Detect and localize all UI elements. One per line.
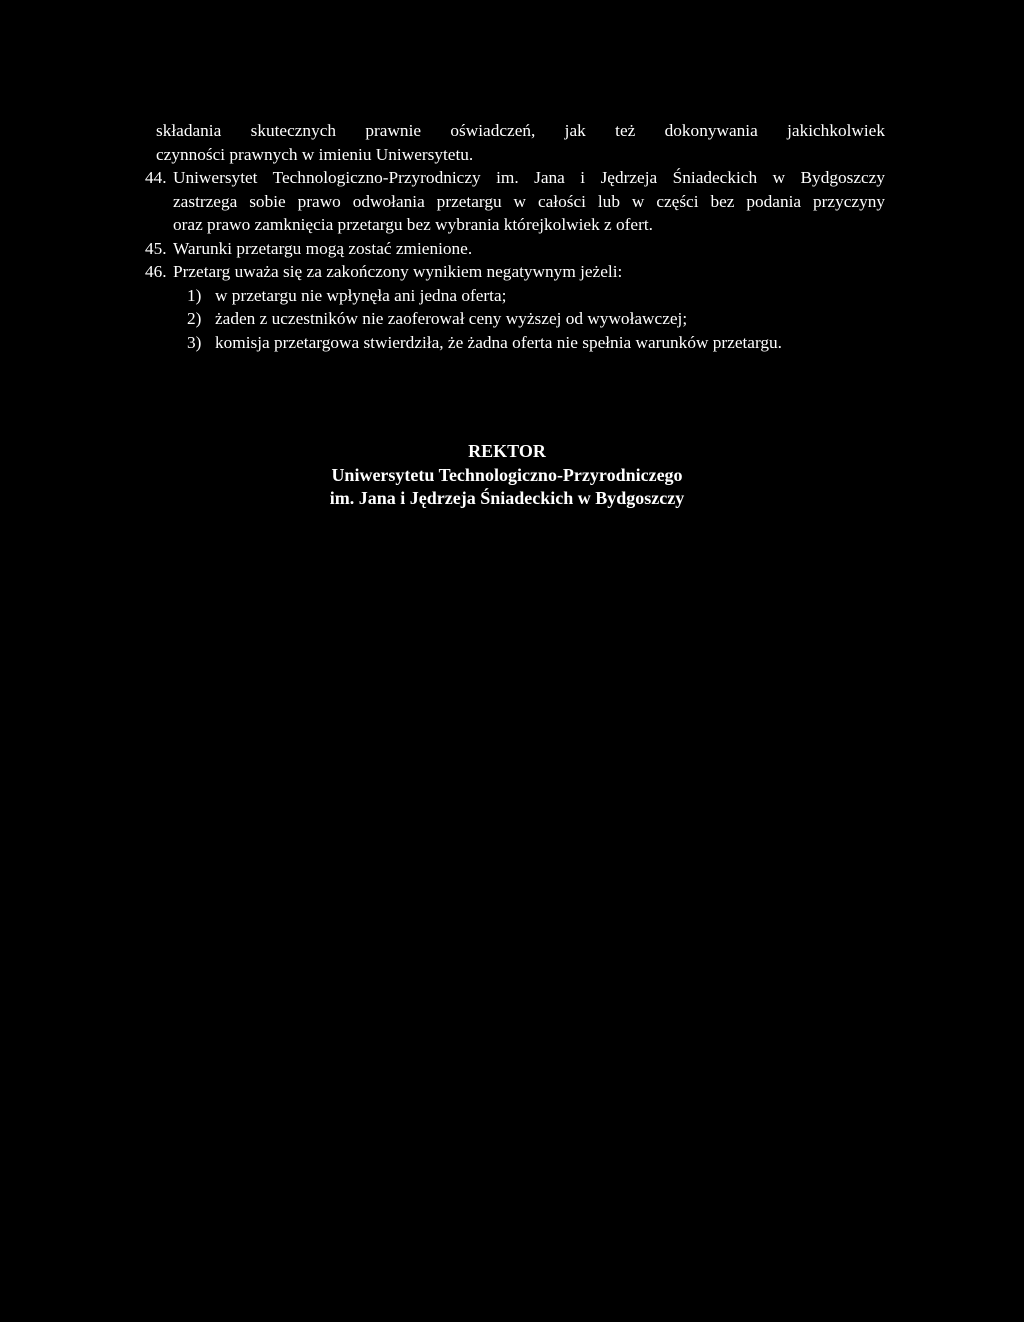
paragraph-44-line-1: Uniwersytet Technologiczno-Przyrodniczy im. Jana i Jędrzeja Śniadeckich w Bydgoszczy bbox=[173, 168, 885, 187]
paragraph-46 bbox=[145, 260, 885, 284]
paragraph-44-line-3: oraz prawo zamknięcia przetargu bez wybrania którejkolwiek z ofert. bbox=[173, 215, 653, 234]
list-marker: 1) bbox=[187, 285, 202, 305]
list-marker: 3) bbox=[187, 332, 202, 352]
paragraph-number: 45. bbox=[145, 238, 167, 258]
paragraph-text bbox=[173, 166, 885, 237]
list-marker: 2) bbox=[187, 309, 202, 328]
document-body bbox=[145, 119, 885, 354]
paragraph-45-line: Warunki przetargu mogą zostać zmienione. bbox=[173, 238, 473, 258]
signature-line-2: im. Jana i Jędrzeja Śniadeckich w Bydgoszczy bbox=[329, 488, 685, 508]
paragraph-45 bbox=[145, 237, 885, 261]
list-item-text: komisja przetargowa stwierdziła, że żadna oferta nie spełnia warunków przetargu. bbox=[215, 332, 783, 352]
list-item-text: żaden z uczestników nie zaoferował ceny wyższej od wywoławczej; bbox=[215, 309, 688, 328]
paragraph-number: 44. bbox=[145, 168, 167, 187]
paragraph-46-line: Przetarg uważa się za zakończony wynikiem negatywnym jeżeli: bbox=[173, 262, 623, 281]
signature-block bbox=[0, 440, 1014, 511]
paragraph-44 bbox=[145, 166, 885, 237]
paragraph-44-line-2: zastrzega sobie prawo odwołania przetargu w całości lub w części bez podania przyczyny bbox=[173, 191, 885, 211]
continuation-paragraph bbox=[145, 119, 885, 166]
signature-title: REKTOR bbox=[468, 441, 546, 461]
list-item bbox=[145, 331, 885, 355]
continuation-line-1: składania skutecznych prawnie oświadczeń, jak też dokonywania jakichkolwiek bbox=[156, 121, 885, 140]
paragraph-number: 46. bbox=[145, 262, 167, 281]
list-item bbox=[145, 284, 885, 308]
list-item bbox=[145, 307, 885, 331]
continuation-line-2: czynności prawnych w imieniu Uniwersytetu. bbox=[156, 144, 474, 164]
list-item-text: w przetargu nie wpłynęła ani jedna oferta; bbox=[215, 285, 507, 305]
paragraph-text bbox=[173, 237, 885, 261]
negative-outcome-list bbox=[145, 284, 885, 355]
paragraph-text bbox=[173, 260, 885, 284]
signature-line-1: Uniwersytetu Technologiczno-Przyrodniczego bbox=[331, 464, 683, 485]
